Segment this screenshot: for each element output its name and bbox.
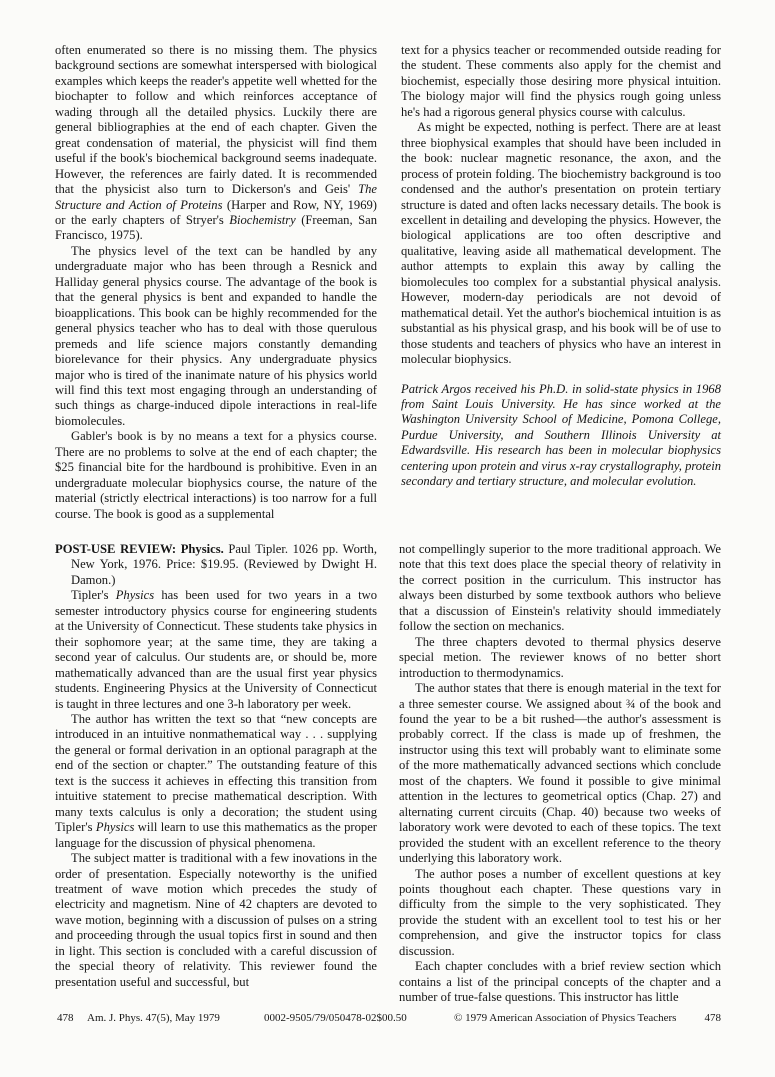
paragraph: Tipler's Physics has been used for two years in a two semester introductory physics course for engineering students at the University of Connecticut. These students take physics in their sophomore year; at the same time, they are taking a second year of calculus. Our students are, or should be, more mathematically advanced than are the usual first year physics students. Engineering Physics at the University of Connecticut is taught in three lectures and one 3-h laboratory per week. <box>55 588 377 711</box>
paragraph: The author poses a number of excellent questions at key points thoughout each chapter. These questions vary in difficulty from the simple to the very sophisticated. They provide the student with an excellent tool to test his or her comprehension, and give the instructor topics for class discussion. <box>399 866 721 958</box>
column-2 <box>401 43 721 490</box>
page-number-left: 478 <box>57 1012 74 1024</box>
book-title: Physics <box>115 588 155 603</box>
page-number-right: 478 <box>704 1012 721 1024</box>
paragraph: Gabler's book is by no means a text for a physics course. There are no problems to solve at the end of each chapter; the $25 financial bite for the hardbound is prohibitive. Even in an undergraduate molecular biophysics course, the nature of the material (strictly electrical interactions) is too narrow for a full course. The book is good as a supplemental <box>55 429 377 521</box>
review-title: POST-USE REVIEW: Physics. <box>55 542 224 556</box>
column-3 <box>55 542 377 990</box>
book-title: Physics <box>95 820 135 835</box>
book-title: Biochemistry <box>229 212 296 227</box>
column-4 <box>399 542 721 1006</box>
paragraph: The author has written the text so that “new concepts are introduced in an intuitive nonmathematical way . . . supplying the general or formal derivation in an optional paragraph at the end of the section or chapter.” The outstanding feature of this text is the success it achieves in effecting this transition from intuitive statement to precise mathematical description. With many texts calculus is only a decoration; the student using Tipler's Physics will learn to use this mathematics as the proper language for the discussion of physical phenomena. <box>55 711 377 850</box>
reviewer-bio: Patrick Argos received his Ph.D. in solid-state physics in 1968 from Saint Louis University. He has since worked at the Washington University School of Medicine, Pomona College, Purdue University, and Southern Illinois University at Edwardsville. His research has been in molecular biophysics centering upon protein and virus x-ray crystallography, protein secondary and tertiary structure, and molecular evolution. <box>401 381 721 489</box>
review-heading <box>55 542 377 588</box>
paragraph: The author states that there is enough material in the text for a three semester course. We assigned about ¾ of the book and found the year to be a bit rushed—the author's assessment is probably correct. If the class is made up of freshmen, the instructor using this text will probably want to eliminate some of the more mathematically advanced sections which conclude most of the chapters. We found it possible to give minimal attention in the lectures to geometrical optics (Chap. 27) and alternating current circuits (Chap. 40) because two weeks of laboratory work were devoted to each of these topics. The text provided the student with an excellent reference to the theory underlying this laboratory work. <box>399 681 721 866</box>
paragraph: The physics level of the text can be handled by any undergraduate major who has been through a Resnick and Halliday general physics course. The advantage of the book is that the general physics is bent and expanded to handle the bioapplications. This book can be highly recommended for the general physics teacher who has to deal with those querulous premeds and life science majors constantly demanding biorelevance for their physics. Any undergraduate physics major who is tired of the inanimate nature of his physics world will find this text most engaging through an understanding of such things as charge-induced dipole interactions in real-life biomolecules. <box>55 243 377 428</box>
paragraph: As might be expected, nothing is perfect. There are at least three biophysical examples that should have been included in the book: nuclear magnetic resonance, the axon, and the process of protein folding. The biochemistry background is too condensed and the author's presentation on protein tertiary structure is dated and often lacks necessary details. The book is excellent in detailing and developing the physics. However, the biological applications are too often descriptive and qualitative, leaving aside all mathematical development. The author attempts to explain this away by calling the biomolecules too complex for a substantial physical analysis. However, modern-day periodicals are not devoid of mathematical detail. Yet the author's biochemical intuition is as substantial as his physical grasp, and his book will be of use to those students and teachers of physics who have an interest in molecular biophysics. <box>401 120 721 367</box>
paragraph: often enumerated so there is no missing them. The physics background sections are somewhat interspersed with biological examples which keeps the reader's appetite well whetted for the biochapter to follow and which reinforces acceptance of wading through all the detailed physics. Luckily there are general bibliographies at the end of each chapter. Given the great condensation of material, the physicist will find them useful if the book's biochemical background seems inadequate. However, the references are fairly dated. It is recommended that the physicist also turn to Dickerson's and Geis' The Structure and Action of Proteins (Harper and Row, NY, 1969) or the early chapters of Stryer's Biochemistry (Freeman, San Francisco, 1975). <box>55 43 377 243</box>
copyright: © 1979 American Association of Physics Teachers <box>454 1012 677 1024</box>
paragraph: Each chapter concludes with a brief review section which contains a list of the principal concepts of the chapter and a number of true-false questions. This instructor has little <box>399 959 721 1005</box>
paragraph: The subject matter is traditional with a few inovations in the order of presentation. Especially noteworthy is the unified treatment of wave motion which precedes the study of electricity and magnetism. Nine of 42 chapters are devoted to wave motion, beginning with a discussion of pulses on a string and proceeding through the usual topics first in sound and then in light. This section is concluded with a careful discussion of the special theory of relativity. This reviewer found the presentation useful and successful, but <box>55 851 377 989</box>
paragraph: not compellingly superior to the more traditional approach. We note that this text does place the special theory of relativity in the correct position in the curriculum. This instructor has always been disturbed by some textbook authors who believe that a discussion of Einstein's relativity should immediately follow the section on mechanics. <box>399 542 721 634</box>
review-citation: Paul Tipler. 1026 pp. Worth, New York, 1976. Price: $19.95. (Reviewed by Dwight H. Damon.) <box>71 542 377 587</box>
journal-citation: Am. J. Phys. 47(5), May 1979 <box>87 1012 220 1024</box>
article-code: 0002-9505/79/050478-02$00.50 <box>264 1012 407 1024</box>
paragraph: text for a physics teacher or recommended outside reading for the student. These comments also apply for the chemist and biochemist, especially those desiring more physical intuition. The biology major will find the physics rough going unless he's had a rigorous general physics course with calculus. <box>401 43 721 119</box>
page-footer <box>57 1010 721 1026</box>
book-title: The Structure and Action of Proteins <box>55 182 377 212</box>
column-1 <box>55 43 377 522</box>
paragraph: The three chapters devoted to thermal physics deserve special metion. The reviewer knows of no better short introduction to thermodynamics. <box>399 634 721 680</box>
